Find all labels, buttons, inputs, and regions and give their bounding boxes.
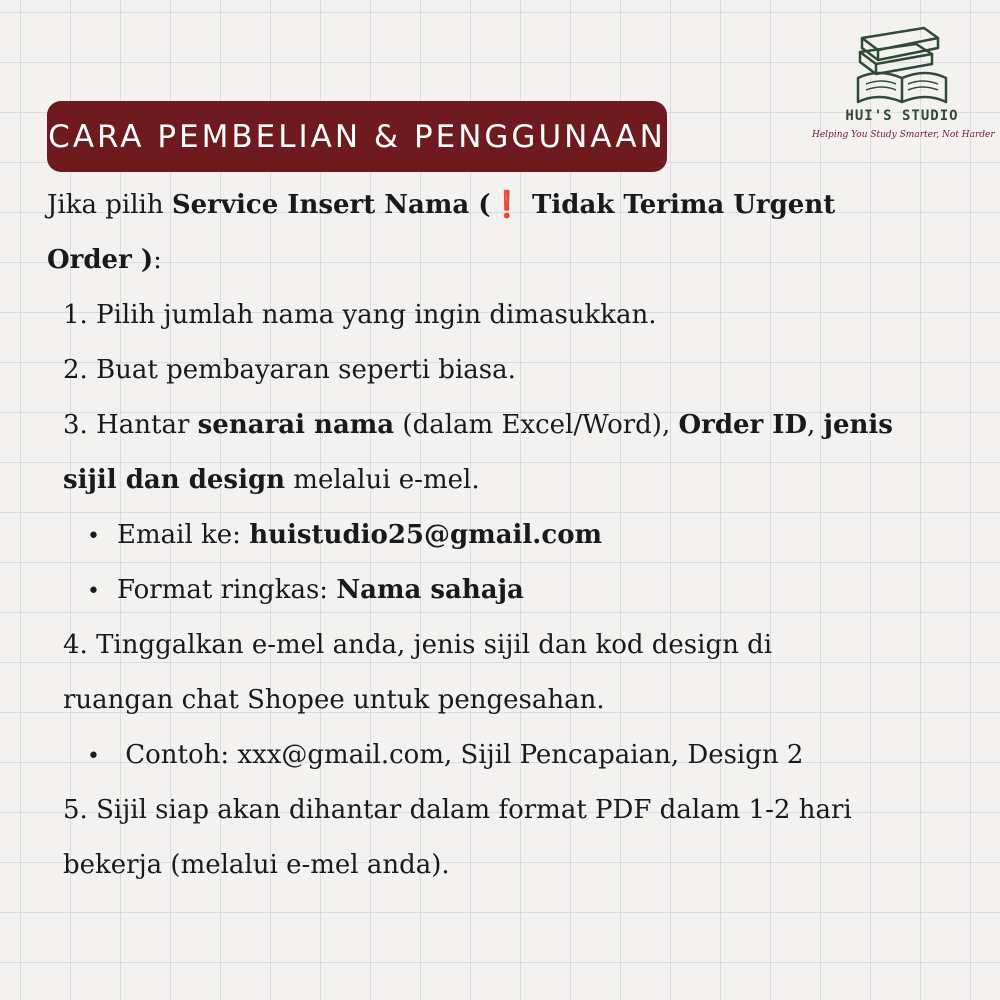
step-3-bold-a: senarai nama xyxy=(197,410,395,440)
step-3-cont xyxy=(47,453,967,508)
step-3-text-c: , xyxy=(807,410,824,440)
step-3-text-a: 3. Hantar xyxy=(63,410,198,440)
format-label: Format ringkas: xyxy=(117,575,337,605)
bullet-format xyxy=(47,563,967,618)
bullet-icon: • xyxy=(87,579,100,604)
step-1: 1. Pilih jumlah nama yang ingin dimasukkan. xyxy=(63,300,657,330)
step-3-bold-c: jenis xyxy=(823,410,893,440)
step-3 xyxy=(47,398,967,453)
step-4: 4. Tinggalkan e-mel anda, jenis sijil dan kod design di xyxy=(63,630,773,660)
step-2: 2. Buat pembayaran seperti biasa. xyxy=(63,355,516,385)
example-text: Contoh: xxx@gmail.com, Sijil Pencapaian, Design 2 xyxy=(117,740,804,770)
step-4-cont: ruangan chat Shopee untuk pengesahan. xyxy=(63,685,605,715)
intro-suffix: : xyxy=(153,245,162,275)
bullet-email xyxy=(47,508,967,563)
step-3-text-b: (dalam Excel/Word), xyxy=(394,410,679,440)
title-banner xyxy=(47,101,667,172)
intro-line xyxy=(47,178,967,233)
format-value: Nama sahaja xyxy=(336,575,524,605)
intro-line-2 xyxy=(47,233,967,288)
page-title: CARA PEMBELIAN & PENGGUNAAN xyxy=(48,118,666,155)
intro-prefix: Jika pilih xyxy=(47,190,172,220)
warning-text: Tidak Terima Urgent xyxy=(523,190,836,220)
step-3-text-d: melalui e-mel. xyxy=(285,465,480,495)
studio-logo xyxy=(812,24,995,148)
email-address: huistudio25@gmail.com xyxy=(249,520,603,550)
service-name: Service Insert Nama ( xyxy=(171,190,491,220)
logo-tagline: Helping You Study Smarter, Not Harder xyxy=(812,130,995,140)
logo-name: HUI'S STUDIO xyxy=(845,108,959,124)
bullet-icon: • xyxy=(87,744,100,769)
step-3-bold-b: Order ID xyxy=(678,410,807,440)
bullet-example xyxy=(47,728,967,783)
email-label: Email ke: xyxy=(117,520,250,550)
step-5-cont: bekerja (melalui e-mel anda). xyxy=(63,850,450,880)
step-3-bold-d: sijil dan design xyxy=(63,465,286,495)
bullet-icon: • xyxy=(87,524,100,549)
step-5: 5. Sijil siap akan dihantar dalam format PDF dalam 1-2 hari xyxy=(63,795,852,825)
exclamation-icon: ❗ xyxy=(490,190,523,220)
order-text: Order ) xyxy=(47,245,154,275)
instructions xyxy=(47,178,967,893)
books-icon xyxy=(852,24,952,110)
